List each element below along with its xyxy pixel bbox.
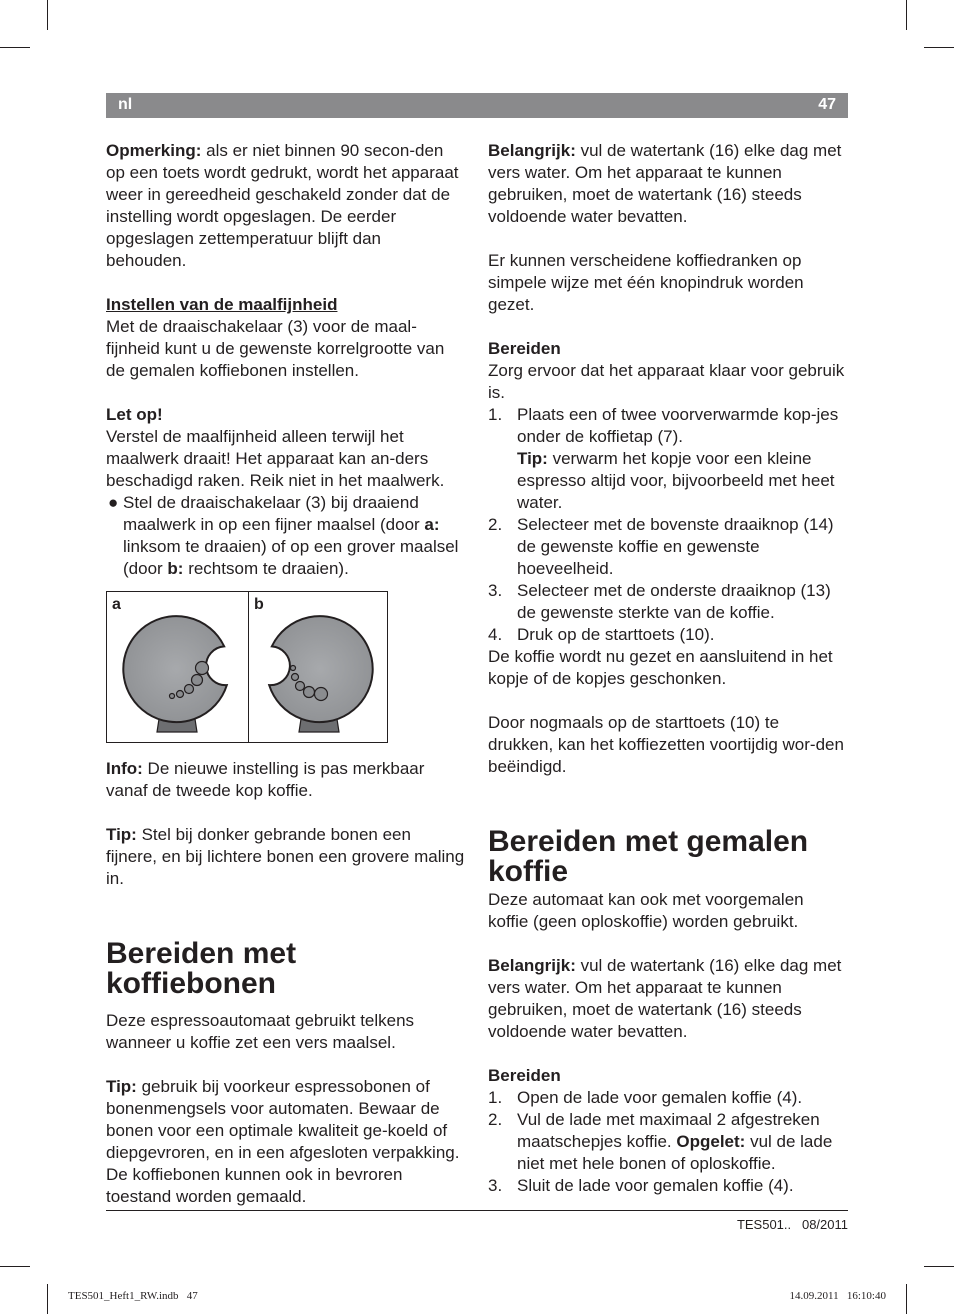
page-header-bar <box>106 93 848 118</box>
step-text: Selecteer met de bovenste draaiknop (14) de gewenste koffie en gewenste hoeveelheid. <box>517 515 834 578</box>
step-warning-label: Opgelet: <box>676 1132 746 1151</box>
prepare-title: Bereiden <box>488 339 561 358</box>
tip-text: Stel bij donker gebrande bonen een fijnere, en bij lichtere bonen een grovere maling in. <box>106 825 465 888</box>
bullet-bold-b: b: <box>167 559 184 578</box>
crop-mark <box>47 1284 48 1314</box>
tip-text: gebruik bij voorkeur espressobonen of bonenmengsels voor automaten. Bewaar de bonen voor een optimale kwaliteit ge-koeld of diepgevroren, en in een afgesloten verpakking. De koffiebonen kunnen ook in bevroren toestand worden gemaald. <box>106 1077 460 1206</box>
list-item <box>488 624 848 646</box>
step-number: 2. <box>488 1110 503 1129</box>
important-label: Belangrijk: <box>488 141 576 160</box>
crop-mark <box>924 47 954 48</box>
info-label: Info: <box>106 759 143 778</box>
caution-list <box>106 492 466 580</box>
step-text: Open de lade voor gemalen koffie (4). <box>517 1088 803 1107</box>
important-label: Belangrijk: <box>488 956 576 975</box>
grinder-knob-figure <box>106 591 388 743</box>
tip-label: Tip: <box>106 1077 137 1096</box>
step-number: 4. <box>488 625 503 644</box>
grind-heading: Instellen van de maalfijnheid <box>106 295 338 314</box>
step-number: 1. <box>488 405 503 424</box>
prepare-intro: Zorg ervoor dat het apparaat klaar voor gebruik is. <box>488 361 845 402</box>
step-number: 1. <box>488 1088 503 1107</box>
list-item <box>106 492 466 580</box>
step-tip-text: verwarm het kopje voor een kleine espresso altijd voor, bijvoorbeeld met heet water. <box>517 449 835 512</box>
crop-mark <box>47 0 48 30</box>
caution-text: Verstel de maalfijnheid alleen terwijl het maalwerk draait! Het apparaat kan an-ders beschadigd raken. Reik niet in het maalwerk. <box>106 427 445 490</box>
section-intro-beans: Deze espressoautomaat gebruikt telkens wanneer u koffie zet een vers maalsel. <box>106 1011 415 1052</box>
crop-mark <box>0 1266 30 1267</box>
grind-text: Met de draaischakelaar (3) voor de maal-fijnheid kunt u de gewenste korrelgrootte van de gemalen koffiebonen instellen. <box>106 317 445 380</box>
info-text: De nieuwe instelling is pas merkbaar vanaf de tweede kop koffie. <box>106 759 425 800</box>
prepare-title: Bereiden <box>488 1066 561 1085</box>
footer-model-code: TES501.. 08/2011 <box>736 1217 848 1232</box>
print-slug-timestamp: 14.09.2011 16:10:40 <box>789 1290 886 1302</box>
step-text: vul de lade niet met hele bonen of oploskoffie. <box>517 1132 833 1173</box>
step-text: Druk op de starttoets (10). <box>517 625 715 644</box>
important-text: vul de watertank (16) elke dag met vers water. Om het apparaat te kunnen gebruiken, moet de watertank (16) steeds voldoende water bevatten. <box>488 141 842 226</box>
important-paragraph <box>488 140 848 228</box>
left-column <box>106 140 466 1208</box>
section-heading-beans: Bereiden met koffiebonen <box>106 937 297 1000</box>
step-text: Plaats een of twee voorverwarmde kop-jes onder de koffietap (7). <box>517 405 839 446</box>
drinks-paragraph: Er kunnen verscheidene koffiedranken op simpele wijze met één knopindruk worden gezet. <box>488 251 804 314</box>
info-paragraph <box>106 758 466 802</box>
footer-rule <box>106 1210 848 1211</box>
figure-divider <box>248 592 249 742</box>
prepare-steps-ground <box>488 1087 848 1197</box>
bullet-icon: ● <box>108 493 119 512</box>
note-text: als er niet binnen 90 secon-den op een toets wordt gedrukt, wordt het apparaat weer in gereedheid geschakeld zonder dat de instelling wordt opgeslagen. De eerder opgeslagen zettemperatuur blijft dan behouden. <box>106 141 459 270</box>
section-intro-ground: Deze automaat kan ook met voorgemalen koffie (geen oploskoffie) worden gebruikt. <box>488 890 804 931</box>
language-code: nl <box>118 96 133 113</box>
note-paragraph <box>106 140 466 272</box>
tip-label: Tip: <box>106 825 137 844</box>
step-text: Sluit de lade voor gemalen koffie (4). <box>517 1176 794 1195</box>
tip-paragraph <box>106 1076 466 1208</box>
prepare-steps <box>488 404 848 646</box>
brew-paragraph: De koffie wordt nu gezet en aansluitend in het kopje of de kopjes geschonken. <box>488 647 833 688</box>
list-item <box>488 1175 848 1197</box>
step-text: Selecteer met de onderste draaiknop (13) de gewenste sterkte van de koffie. <box>517 581 831 622</box>
list-item <box>488 1087 848 1109</box>
knob-b-icon <box>257 608 379 736</box>
crop-mark <box>906 0 907 30</box>
step-number: 2. <box>488 515 503 534</box>
tip-paragraph <box>106 824 466 890</box>
print-slug-file: TES501_Heft1_RW.indb 47 <box>68 1290 198 1302</box>
step-number: 3. <box>488 1176 503 1195</box>
section-heading-ground: Bereiden met gemalen koffie <box>488 825 809 888</box>
bullet-text: linksom te draaien) of op een grover maalsel (door <box>123 537 459 578</box>
bullet-bold-a: a: <box>424 515 440 534</box>
knob-a-icon <box>117 608 239 736</box>
crop-mark <box>924 1266 954 1267</box>
crop-mark <box>0 47 30 48</box>
note-label: Opmerking: <box>106 141 202 160</box>
crop-mark <box>906 1284 907 1314</box>
bullet-text: Stel de draaischakelaar (3) bij draaiend maalwerk in op een fijner maalsel (door <box>123 493 425 534</box>
list-item <box>488 404 848 514</box>
list-item <box>488 1109 848 1175</box>
list-item <box>488 580 848 624</box>
step-number: 3. <box>488 581 503 600</box>
important-paragraph <box>488 955 848 1043</box>
bullet-text: rechtsom te draaien). <box>183 559 349 578</box>
figure-label-b: b <box>254 596 264 613</box>
page-number: 47 <box>818 96 836 113</box>
caution-title: Let op! <box>106 405 163 424</box>
important-text: vul de watertank (16) elke dag met vers water. Om het apparaat te kunnen gebruiken, moet de watertank (16) steeds voldoende water bevatten. <box>488 956 842 1041</box>
figure-label-a: a <box>112 596 121 613</box>
step-tip-label: Tip: <box>517 449 548 468</box>
prepare-heading <box>488 338 848 360</box>
prepare-heading <box>488 1065 848 1087</box>
right-column <box>488 140 848 1197</box>
stop-paragraph: Door nogmaals op de starttoets (10) te drukken, kan het koffiezetten voortijdig wor-den beëindigd. <box>488 713 844 776</box>
step-text: Vul de lade met maximaal 2 afgestreken maatschepjes koffie. <box>517 1110 820 1151</box>
list-item <box>488 514 848 580</box>
caution-heading <box>106 404 466 426</box>
